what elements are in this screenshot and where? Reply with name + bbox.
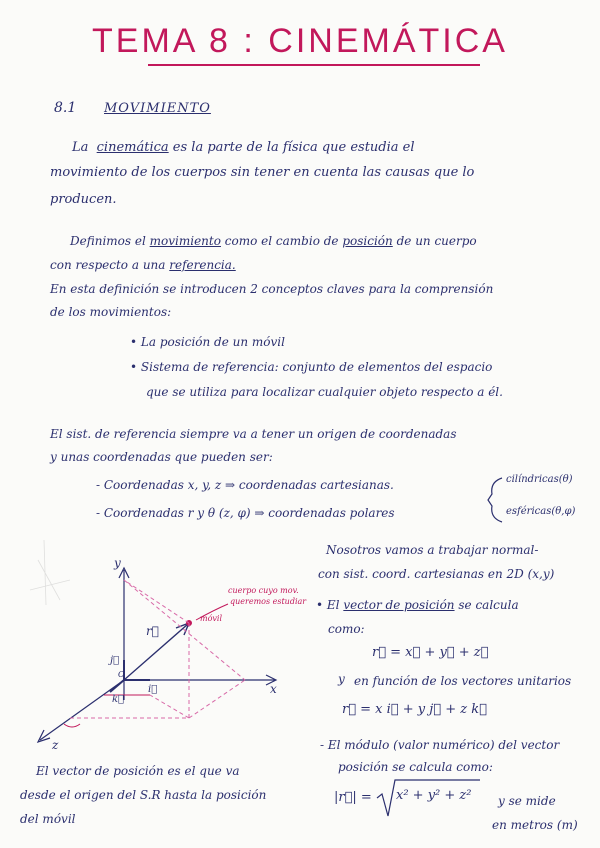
intro-line-1: La cinemática es la parte de la física que estudia el [72,140,415,155]
unit-k-label: k⃗ [112,694,125,705]
caption-line-2: desde el origen del S.R hasta la posición [20,788,267,802]
axis-y-label: y [114,556,121,570]
bleed-through-marks [30,540,70,605]
right-line-3: • El vector de posición se calcula [316,598,519,612]
right-line-5-y: y [338,672,345,686]
intro-line-2: movimiento de los cuerpos sin tener en cuenta las causas que lo [50,165,475,180]
section-number: 8.1 [54,100,77,116]
right-line-2: con sist. coord. cartesianas en 2D (x,y) [318,567,555,581]
definition-line-1: Definimos el movimiento como el cambio de posición de un cuerpo [70,234,477,248]
definition-line-2: con respecto a una referencia. [50,258,236,272]
unit-k-vector [110,680,124,692]
equation-2: r⃗ = x i⃗ + y j⃗ + z k⃗ [342,702,487,717]
right-line-5: en función de los vectores unitarios [354,674,572,688]
refsys-line-2: y unas coordenadas que pueden ser: [50,450,273,464]
equation-1: r⃗ = x⃗ + y⃗ + z⃗ [372,645,489,660]
unit-j-label: j⃗ [110,655,120,666]
note-line-2: queremos estudiar [230,597,307,606]
unit-i-label: i⃗ [148,684,158,695]
equation-3-lhs: |r⃗| = [334,790,372,805]
z-axis [40,680,124,740]
note-line-1: cuerpo cuyo mov. [228,586,299,595]
right-line-8: y se mide [498,794,556,808]
definition-line-4: de los movimientos: [50,305,172,319]
refsys-polar-a: cilíndricas(θ) [506,474,573,485]
right-line-7: posición se calcula como: [338,760,493,774]
origin-label: O [118,670,125,679]
refsys-cartesian: - Coordenadas x, y, z ⇒ coordenadas cartesianas. [96,478,394,492]
caption-line-3: del móvil [20,812,76,826]
right-line-9: en metros (m) [492,818,578,832]
axis-z-label: z [52,738,59,752]
concept-item-1: • La posición de un móvil [130,335,285,349]
polar-brace [488,478,502,522]
section-heading: MOVIMIENTO [104,101,211,116]
equation-3-rhs: x² + y² + z² [396,788,472,803]
page-title: TEMA 8 : CINEMÁTICA [92,22,508,60]
movil-label: móvil [200,614,223,623]
caption-line-1: El vector de posición es el que va [36,764,240,778]
concept-item-2-cont: que se utiliza para localizar cualquier objeto respecto a él. [146,385,503,399]
definition-line-3: En esta definición se introducen 2 conceptos claves para la comprensión [50,282,494,296]
projection-lines [70,580,245,718]
intro-line-3: producen. [50,192,117,207]
right-line-1: Nosotros vamos a trabajar normal- [326,543,539,557]
refsys-line-1: El sist. de referencia siempre va a tener un origen de coordenadas [50,427,457,441]
vector-r-label: r⃗ [146,624,159,638]
right-line-4: como: [328,622,365,636]
axis-x-label: x [270,682,277,696]
refsys-polar-b: esféricas(θ,φ) [506,506,576,517]
refsys-polar: - Coordenadas r y θ (z, φ) ⇒ coordenadas polares [96,506,395,520]
right-line-6: - El módulo (valor numérico) del vector [320,738,560,752]
concept-item-2: • Sistema de referencia: conjunto de elementos del espacio [130,360,493,374]
